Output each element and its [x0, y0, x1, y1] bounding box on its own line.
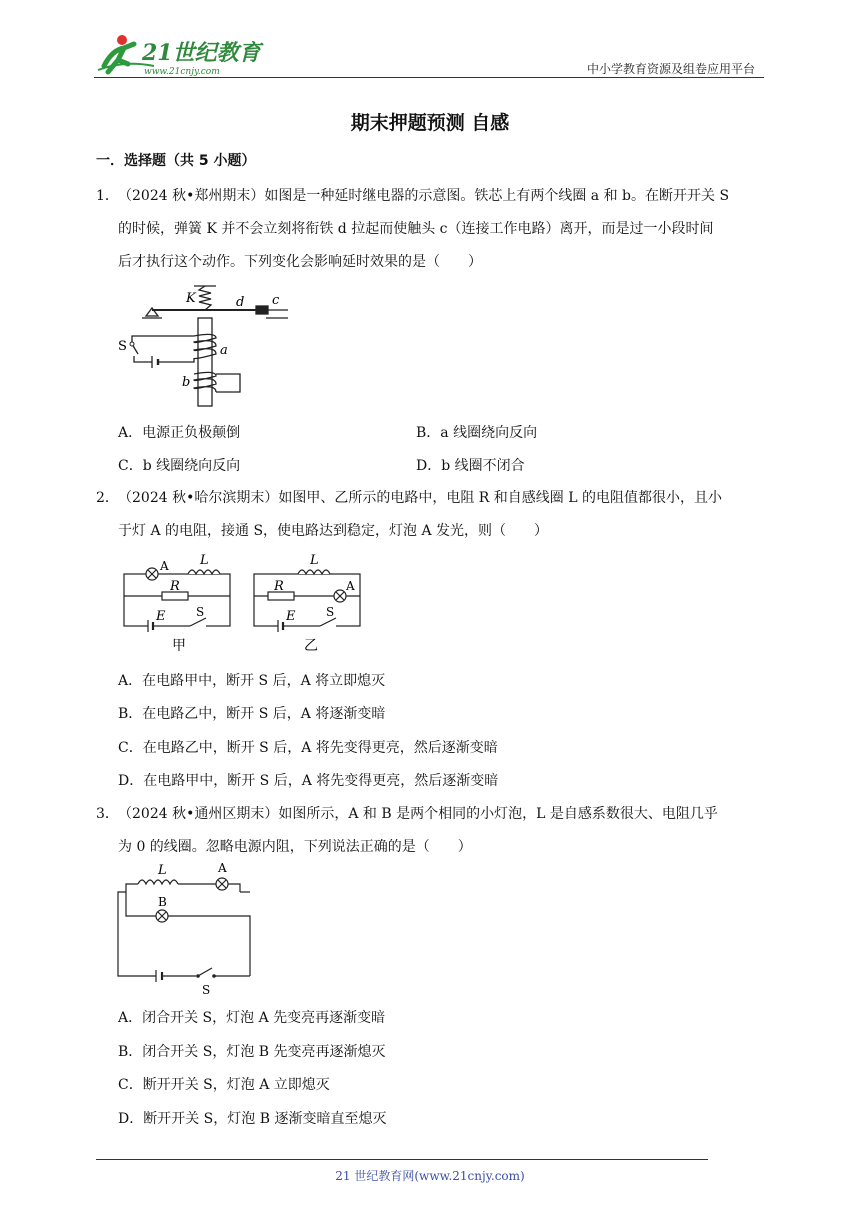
question-1: [96, 180, 764, 279]
option-b: B．a 线圈绕向反向: [416, 425, 538, 441]
option-a: A．在电路甲中，断开 S 后，A 将立即熄灭: [118, 673, 386, 689]
option-a: A．电源正负极颠倒: [118, 425, 241, 441]
svg-text:R: R: [274, 579, 284, 594]
svg-text:A: A: [218, 861, 227, 875]
option-c: C．断开开关 S，灯泡 A 立即熄灭: [118, 1077, 330, 1093]
header-divider: [94, 77, 764, 78]
circuit-lamps-diagram: [112, 860, 262, 1000]
question-text-line: （2024 秋•通州区期末）如图所示，A 和 B 是两个相同的小灯泡，L 是自感系数很大、电阻几乎: [118, 806, 718, 822]
svg-text:c: c: [272, 293, 280, 308]
svg-text:K: K: [186, 291, 196, 306]
svg-text:S: S: [326, 605, 335, 619]
svg-text:R: R: [170, 579, 180, 594]
footer-divider: [96, 1159, 708, 1160]
question-text-line: 后才执行这个动作。下列变化会影响延时效果的是（ ）: [118, 254, 482, 270]
svg-text:甲: 甲: [172, 638, 186, 654]
svg-text:21世纪教育: 21世纪教育: [142, 40, 261, 66]
question-text-line: 为 0 的线圈。忽略电源内阻，下列说法正确的是（ ）: [118, 839, 472, 855]
svg-text:E: E: [156, 609, 166, 624]
svg-text:L: L: [158, 863, 167, 878]
question-text-line: 的时候，弹簧 K 并不会立刻将衔铁 d 拉起而使触头 c（连接工作电路）离开，而是过一小段时间: [118, 221, 714, 237]
relay-diagram: [116, 280, 296, 410]
question-2: [96, 482, 764, 548]
footer-text: 21 世纪教育网(www.21cnjy.com): [335, 1169, 525, 1183]
page-title: 期末押题预测 自感: [350, 112, 510, 134]
question-number: 2．: [96, 490, 119, 506]
circuit-jia-yi-diagram: [118, 550, 368, 660]
svg-text:d: d: [236, 295, 245, 310]
site-logo: [94, 30, 264, 80]
option-b: B．在电路乙中，断开 S 后，A 将逐渐变暗: [118, 706, 386, 722]
svg-text:www.21cnjy.com: www.21cnjy.com: [144, 67, 220, 77]
question-text-line: （2024 秋•郑州期末）如图是一种延时继电器的示意图。铁芯上有两个线圈 a 和 b。在断开开关 S: [118, 188, 730, 204]
option-a: A．闭合开关 S，灯泡 A 先变亮再逐渐变暗: [118, 1010, 386, 1026]
svg-text:S: S: [196, 605, 205, 619]
option-c: C．在电路乙中，断开 S 后，A 将先变得更亮，然后逐渐变暗: [118, 740, 498, 756]
svg-text:a: a: [220, 343, 228, 358]
question-number: 3．: [96, 806, 119, 822]
option-d: D．在电路甲中，断开 S 后，A 将先变得更亮，然后逐渐变暗: [118, 773, 499, 789]
svg-text:L: L: [310, 553, 319, 568]
svg-text:A: A: [160, 559, 169, 573]
option-d: D．断开开关 S，灯泡 B 逐渐变暗直至熄灭: [118, 1111, 387, 1127]
svg-text:B: B: [158, 895, 167, 909]
svg-text:S: S: [202, 983, 211, 997]
svg-text:E: E: [286, 609, 296, 624]
svg-text:S: S: [118, 339, 127, 354]
question-text-line: （2024 秋•哈尔滨期末）如图甲、乙所示的电路中，电阻 R 和自感线圈 L 的电阻值都很小，且小: [118, 490, 722, 506]
section-heading: 一．选择题（共 5 小题）: [96, 153, 256, 169]
site-title: 中小学教育资源及组卷应用平台: [586, 62, 755, 76]
svg-text:乙: 乙: [304, 638, 318, 654]
option-d: D．b 线圈不闭合: [416, 458, 525, 474]
option-c: C．b 线圈绕向反向: [118, 458, 241, 474]
question-text-line: 于灯 A 的电阻，接通 S，使电路达到稳定，灯泡 A 发光，则（ ）: [118, 523, 549, 539]
runner-logo-icon: [94, 30, 264, 80]
option-b: B．闭合开关 S，灯泡 B 先变亮再逐渐熄灭: [118, 1044, 386, 1060]
svg-text:b: b: [182, 375, 191, 390]
question-3: [96, 798, 764, 864]
svg-text:A: A: [346, 579, 355, 593]
svg-text:L: L: [200, 553, 209, 568]
question-number: 1．: [96, 188, 119, 204]
